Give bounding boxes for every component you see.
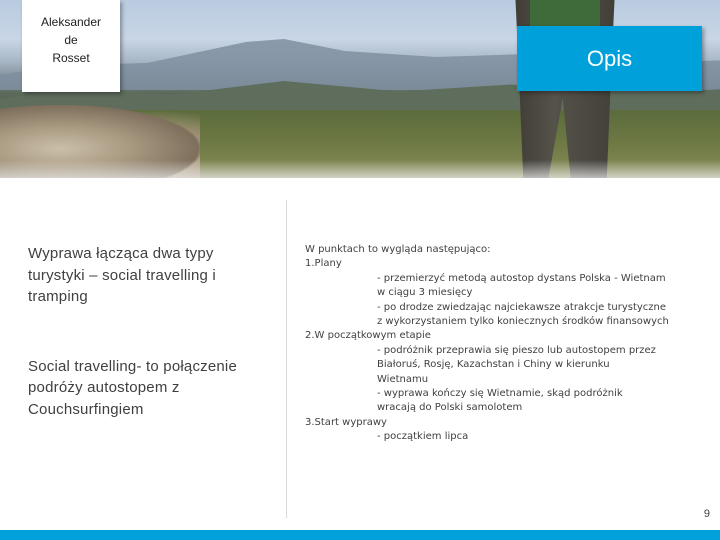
plan-line: 2.W początkowym etapie	[305, 330, 431, 342]
plan-line: W punktach to wygląda następująco:	[305, 244, 491, 255]
plan-line: wracają do Polski samolotem	[377, 402, 523, 414]
plan-line: Wietnamu	[377, 373, 429, 385]
left-column	[28, 243, 268, 420]
plan-line: w ciągu 3 miesięcy	[377, 287, 473, 299]
author-box	[22, 0, 120, 92]
page-number: 9	[703, 508, 710, 520]
author-line: de	[64, 33, 78, 47]
column-divider	[286, 200, 287, 518]
plan-line: 1.Plany	[305, 258, 342, 270]
author-line: Aleksander	[40, 15, 102, 29]
slide-title: Opis	[586, 45, 633, 71]
plan-line: 3.Start wyprawy	[305, 416, 387, 428]
summary-paragraph: Wyprawa łącząca dwa typy turystyki – social travelling i tramping	[28, 245, 216, 305]
author-line: Rosset	[52, 51, 90, 65]
plan-line: z wykorzystaniem tylko koniecznych środków finansowych	[377, 316, 669, 328]
plan-line: - po drodze zwiedzając najciekawsze atrakcje turystyczne	[377, 301, 667, 313]
hero-fade	[0, 160, 720, 178]
slide-title-box	[517, 26, 702, 91]
plan-line: - przemierzyć metodą autostop dystans Polska - Wietnam	[377, 272, 666, 284]
plan-line: Białoruś, Rosję, Kazachstan i Chiny w kierunku	[377, 359, 610, 371]
plan-line: - wyprawa kończy się Wietnamie, skąd podróżnik	[377, 388, 623, 400]
plan-list	[305, 243, 685, 445]
plan-line: - podróżnik przeprawia się pieszo lub autostopem przez	[377, 344, 656, 356]
bottom-accent-bar	[0, 530, 720, 540]
plan-line: - początkiem lipca	[377, 431, 469, 443]
definition-paragraph: Social travelling- to połączenie podróży autostopem z Couchsurfingiem	[28, 357, 238, 418]
